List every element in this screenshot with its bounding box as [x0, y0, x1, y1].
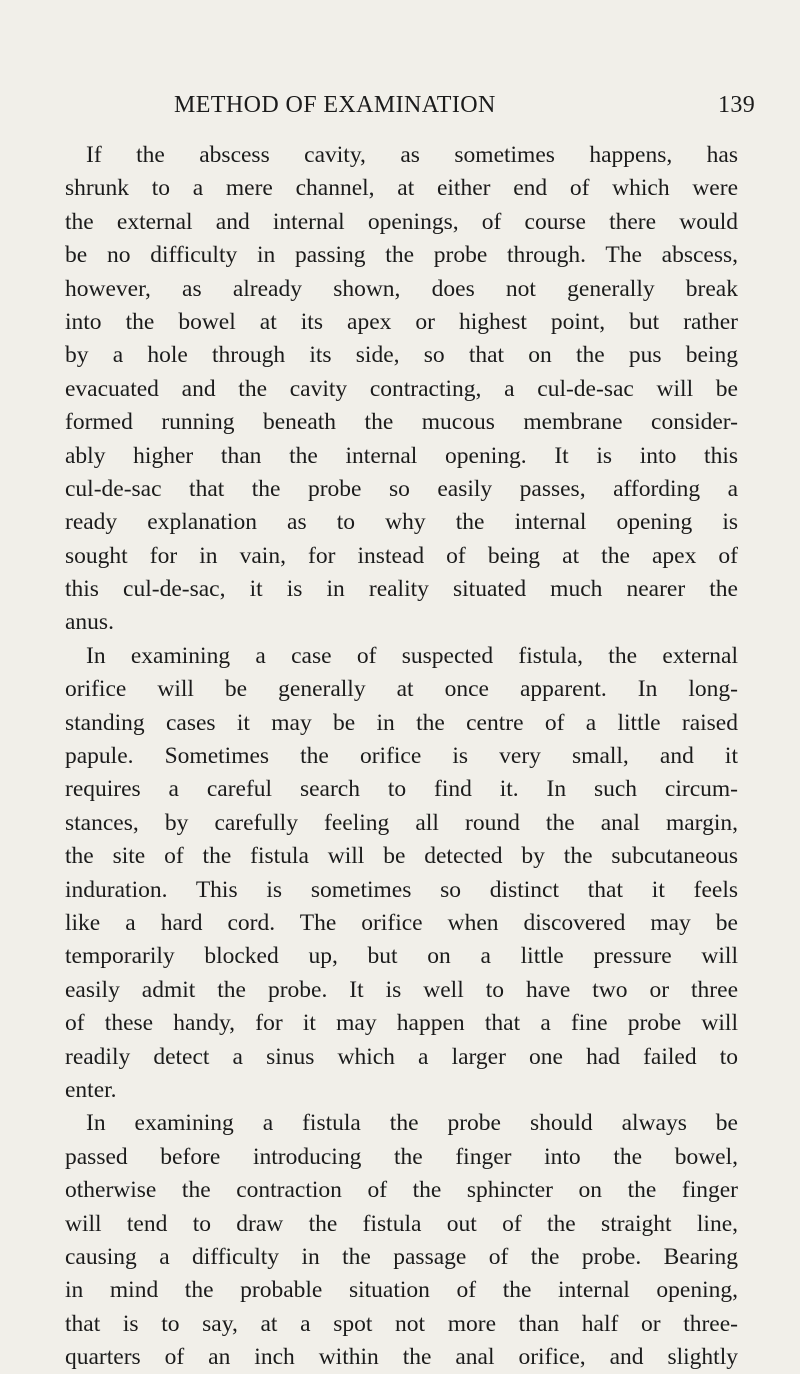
text-line: ably higher than the internal opening. It is into this — [65, 442, 738, 469]
text-line: by a hole through its side, so that on the pus being — [65, 342, 738, 369]
text-line: easily admit the probe. It is well to have two or three — [65, 976, 738, 1003]
paragraph — [65, 1107, 738, 1374]
text-line: the external and internal openings, of course there would — [65, 208, 738, 235]
text-line: be no difficulty in passing the probe through. The abscess, — [65, 242, 738, 269]
text-line: requires a careful search to find it. In such circum- — [65, 776, 738, 803]
text-line: otherwise the contraction of the sphincter on the finger — [65, 1177, 738, 1204]
page-number: 139 — [718, 92, 756, 118]
text-line: readily detect a sinus which a larger one had failed to — [65, 1043, 738, 1070]
text-line: that is to say, at a spot not more than half or three- — [65, 1310, 738, 1337]
text-line: papule. Sometimes the orifice is very small, and it — [65, 743, 738, 770]
text-line: stances, by carefully feeling all round the anal margin, — [65, 809, 738, 836]
text-line: enter. — [65, 1076, 117, 1103]
body-text — [65, 139, 738, 1374]
text-line: In examining a fistula the probe should always be — [86, 1110, 738, 1137]
running-head — [0, 92, 800, 122]
text-line: induration. This is sometimes so distinct that it feels — [65, 876, 738, 903]
text-line: passed before introducing the finger into the bowel, — [65, 1143, 738, 1170]
text-line: of these handy, for it may happen that a fine probe will — [65, 1010, 738, 1037]
paragraph — [65, 640, 738, 1107]
text-line: evacuated and the cavity contracting, a cul-de-sac will be — [65, 375, 738, 402]
text-line: shrunk to a mere channel, at either end of which were — [65, 175, 738, 202]
text-line: In examining a case of suspected fistula, the external — [86, 642, 738, 669]
text-line: like a hard cord. The orifice when discovered may be — [65, 909, 738, 936]
text-line: anus. — [65, 609, 114, 636]
text-line: temporarily blocked up, but on a little pressure will — [65, 943, 738, 970]
text-line: ready explanation as to why the internal opening is — [65, 509, 738, 536]
text-line: the site of the fistula will be detected by the subcutaneous — [65, 843, 738, 870]
text-line: will tend to draw the fistula out of the straight line, — [65, 1210, 738, 1237]
text-line: this cul-de-sac, it is in reality situated much nearer the — [65, 576, 738, 603]
text-line: If the abscess cavity, as sometimes happens, has — [86, 142, 738, 168]
text-line: orifice will be generally at once apparent. In long- — [65, 676, 738, 703]
text-line: into the bowel at its apex or highest point, but rather — [65, 308, 738, 335]
text-line: quarters of an inch within the anal orifice, and slightly — [65, 1344, 738, 1371]
paragraph — [65, 139, 738, 640]
running-title: METHOD OF EXAMINATION — [174, 92, 496, 118]
text-line: causing a difficulty in the passage of the probe. Bearing — [65, 1243, 738, 1270]
text-line: in mind the probable situation of the internal opening, — [65, 1277, 738, 1304]
text-line: standing cases it may be in the centre of a little raised — [65, 709, 738, 736]
text-line: however, as already shown, does not generally break — [65, 275, 738, 302]
text-line: cul-de-sac that the probe so easily passes, affording a — [65, 475, 738, 502]
text-line: formed running beneath the mucous membrane consider- — [65, 409, 738, 436]
text-line: sought for in vain, for instead of being at the apex of — [65, 542, 738, 569]
